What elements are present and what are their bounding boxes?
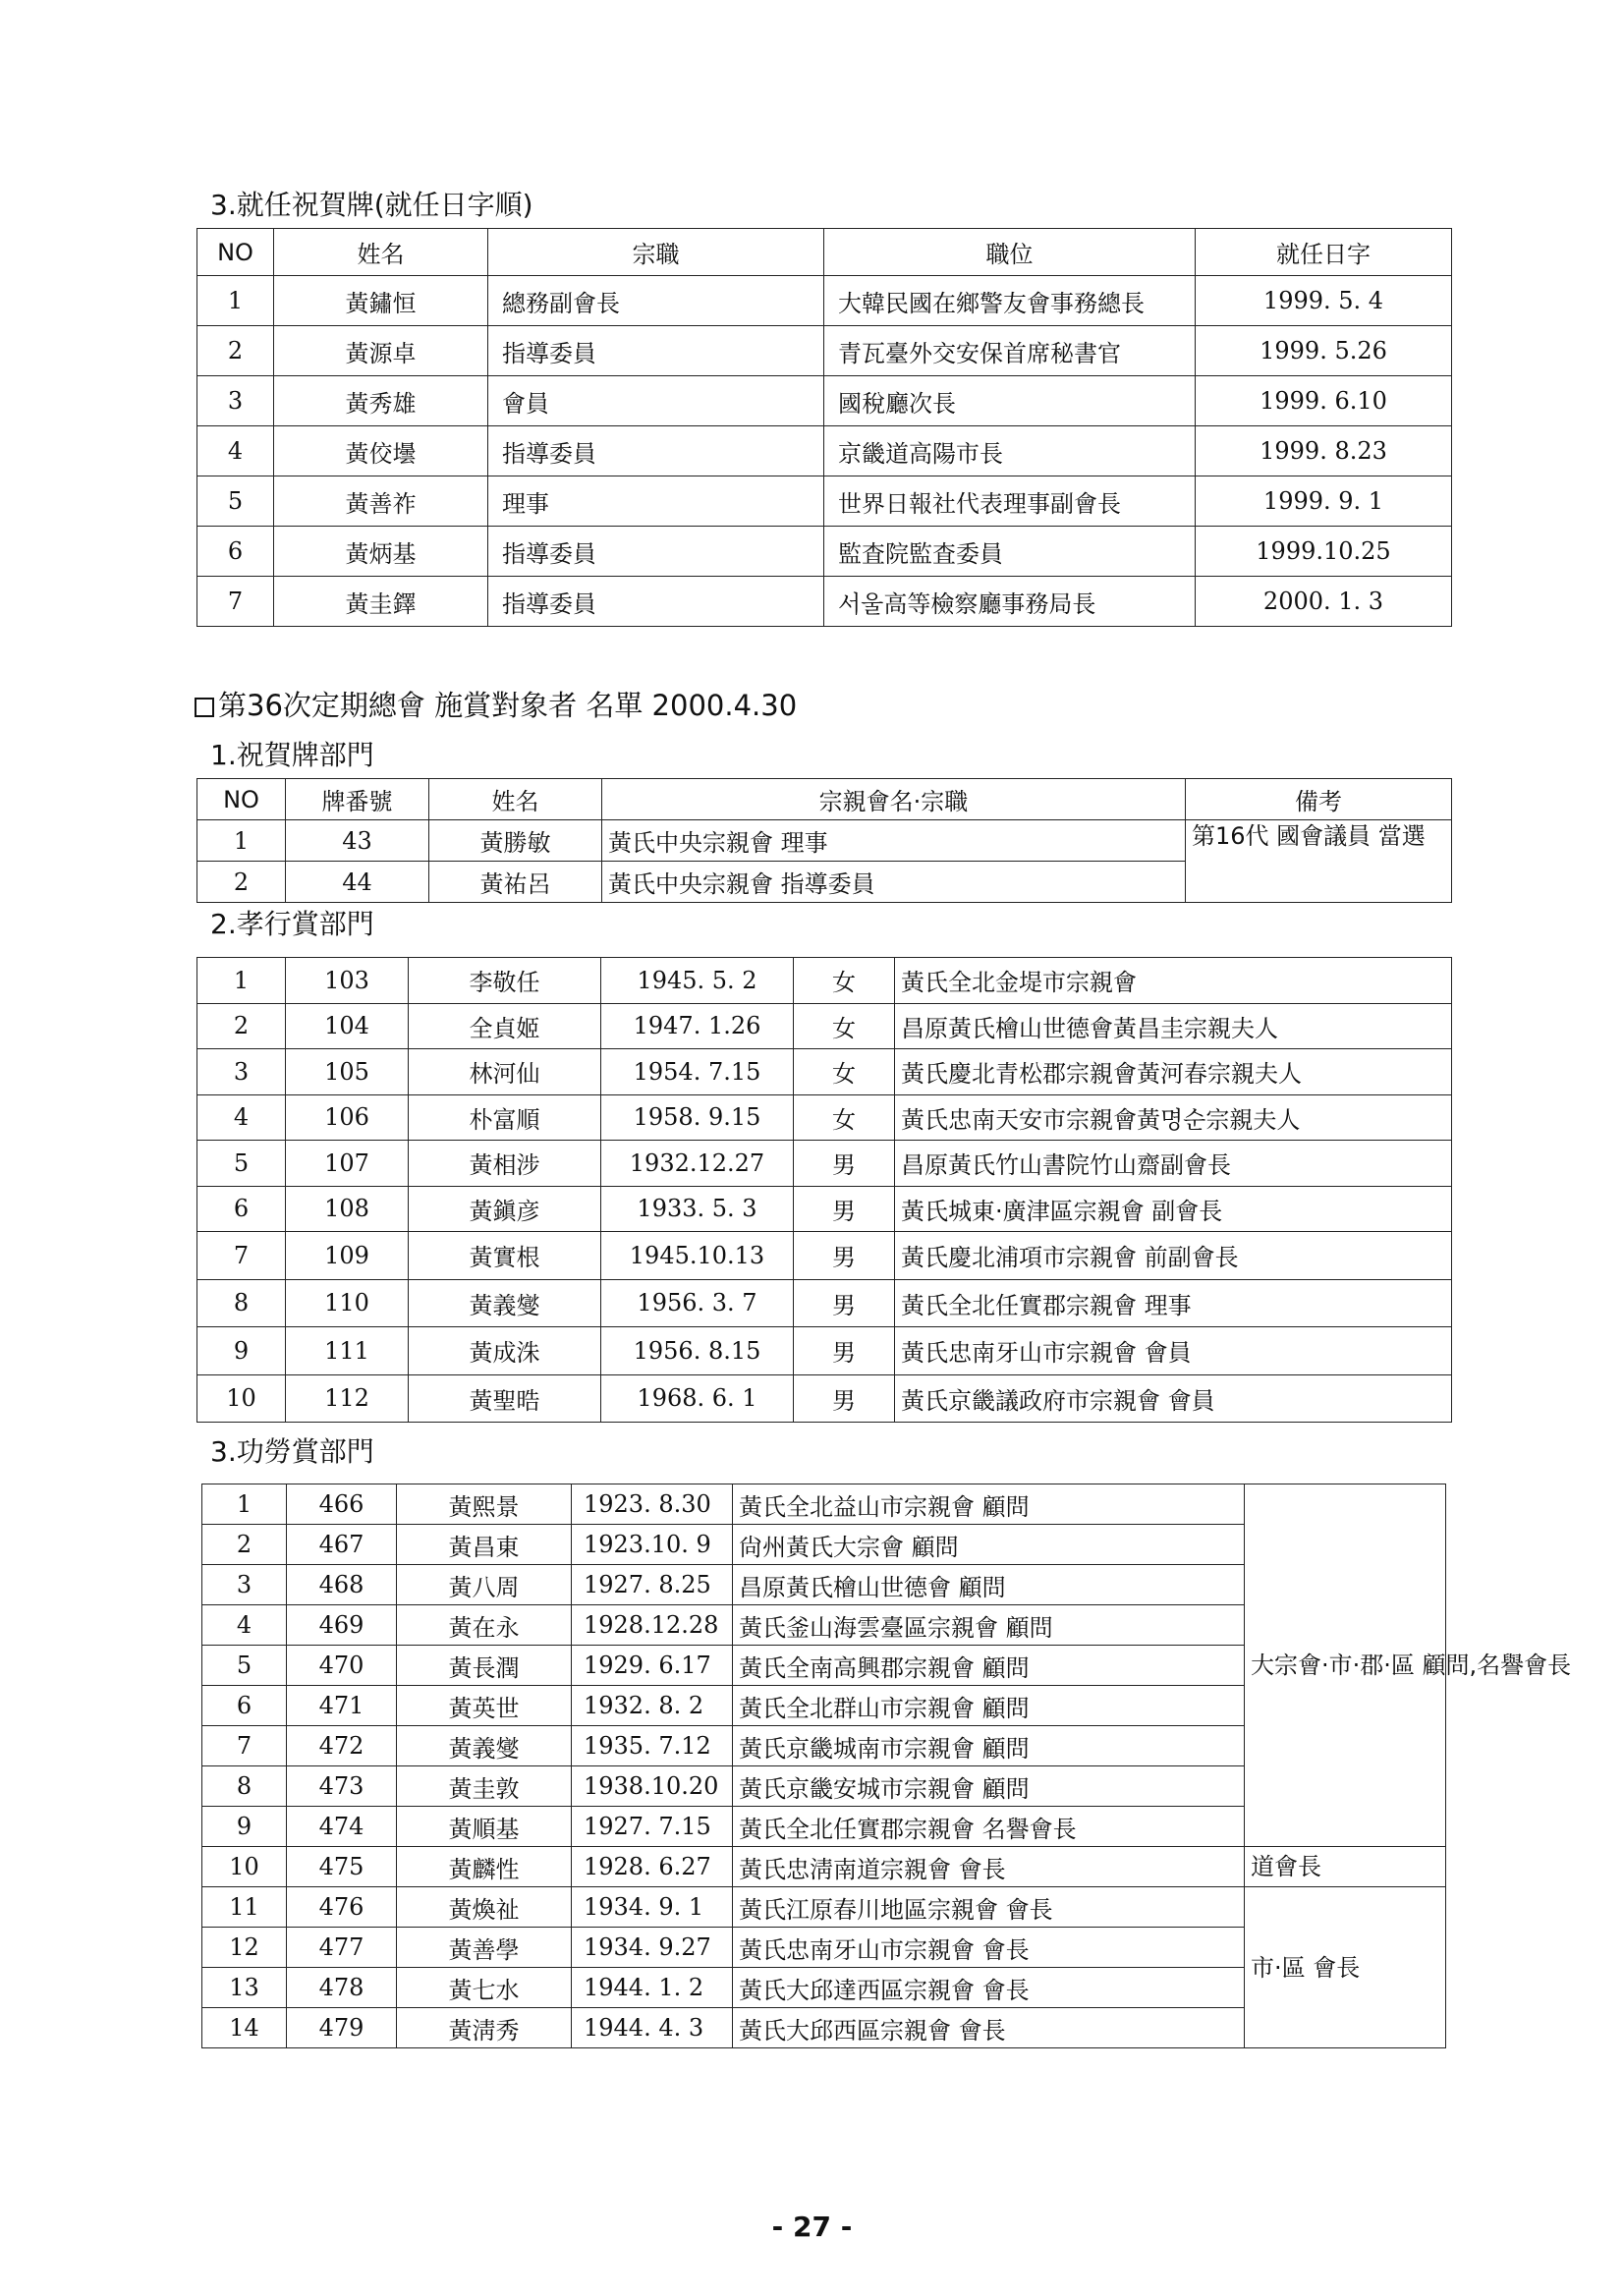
cell-no: 13 [202, 1968, 287, 2008]
cell-clan-role: 黃氏大邱達西區宗親會 會長 [733, 1968, 1245, 2008]
cell-name: 黃順基 [397, 1807, 572, 1847]
cell-birthdate: 1929. 6.17 [572, 1646, 733, 1686]
cell-no: 6 [197, 1186, 286, 1232]
cell-plaque-no: 474 [287, 1807, 397, 1847]
cell-plaque-no: 111 [286, 1327, 409, 1375]
section-title-merit: 3.功勞賞部門 [210, 1435, 374, 1468]
cell-clan-role: 指導委員 [488, 426, 824, 476]
cell-clan-role: 黃氏全南高興郡宗親會 顧問 [733, 1646, 1245, 1686]
cell-birthdate: 1945.10.13 [601, 1232, 794, 1280]
filial-piety-table [196, 957, 1452, 1423]
table-row [197, 276, 1452, 326]
cell-name: 黃實根 [409, 1232, 601, 1280]
cell-birthdate: 1928.12.28 [572, 1605, 733, 1646]
cell-gender: 男 [794, 1186, 895, 1232]
cell-name: 林河仙 [409, 1049, 601, 1095]
cell-date: 1999. 5.26 [1196, 326, 1452, 376]
table-row [202, 1887, 1446, 1928]
header-clan-role: 宗親會名·宗職 [602, 779, 1186, 820]
cell-name: 黃長潤 [397, 1646, 572, 1686]
cell-no: 5 [202, 1646, 287, 1686]
cell-name: 黃祐呂 [429, 862, 602, 903]
cell-clan: 黃氏忠南天安市宗親會黃명순宗親夫人 [895, 1094, 1452, 1141]
section-title-congratulation: 1.祝賀牌部門 [210, 739, 374, 771]
cell-no: 1 [197, 276, 274, 326]
page-number: - 27 - [771, 2211, 853, 2243]
cell-clan-role: 指導委員 [488, 527, 824, 577]
cell-name: 黃七水 [397, 1968, 572, 2008]
cell-name: 黃炳基 [274, 527, 488, 577]
table-row [197, 1049, 1452, 1095]
table-row [202, 1484, 1446, 1525]
header-position: 職位 [824, 229, 1196, 276]
cell-plaque-no: 471 [287, 1686, 397, 1726]
cell-clan-role: 會員 [488, 376, 824, 426]
cell-no: 12 [202, 1928, 287, 1968]
cell-position: 서울高等檢察廳事務局長 [824, 577, 1196, 627]
cell-birthdate: 1935. 7.12 [572, 1726, 733, 1766]
table-row [197, 577, 1452, 627]
congratulation-table [196, 778, 1452, 903]
cell-no: 1 [197, 958, 286, 1004]
cell-clan-role: 黃氏全北益山市宗親會 顧問 [733, 1484, 1245, 1525]
cell-plaque-no: 108 [286, 1186, 409, 1232]
cell-clan-role: 黃氏中央宗親會 指導委員 [602, 862, 1186, 903]
main-title-text: 第36次定期總會 施賞對象者 名單 2000.4.30 [218, 689, 798, 722]
cell-plaque-no: 109 [286, 1232, 409, 1280]
cell-clan-role: 黃氏釜山海雲臺區宗親會 顧問 [733, 1605, 1245, 1646]
cell-remark: 第16代 國會議員 當選 [1186, 820, 1452, 903]
cell-gender: 男 [794, 1374, 895, 1423]
cell-birthdate: 1954. 7.15 [601, 1049, 794, 1095]
inauguration-table [196, 228, 1452, 627]
cell-plaque-no: 44 [286, 862, 429, 903]
cell-date: 1999. 8.23 [1196, 426, 1452, 476]
table-row [197, 1003, 1452, 1049]
cell-plaque-no: 43 [286, 820, 429, 862]
cell-no: 7 [197, 577, 274, 627]
cell-no: 7 [197, 1232, 286, 1280]
cell-name: 黃圭敦 [397, 1766, 572, 1807]
cell-name: 黃相涉 [409, 1141, 601, 1187]
cell-no: 3 [202, 1565, 287, 1605]
cell-name: 黃熙景 [397, 1484, 572, 1525]
cell-name: 黃善祚 [274, 476, 488, 527]
cell-clan-role: 指導委員 [488, 326, 824, 376]
cell-gender: 男 [794, 1327, 895, 1375]
cell-no: 7 [202, 1726, 287, 1766]
header-name: 姓名 [274, 229, 488, 276]
cell-clan-role: 總務副會長 [488, 276, 824, 326]
cell-position: 世界日報社代表理事副會長 [824, 476, 1196, 527]
cell-name: 黃昌東 [397, 1525, 572, 1565]
cell-birthdate: 1923. 8.30 [572, 1484, 733, 1525]
cell-name: 黃圭鐸 [274, 577, 488, 627]
cell-no: 10 [197, 1374, 286, 1423]
cell-clan-role: 黃氏全北群山市宗親會 顧問 [733, 1686, 1245, 1726]
table-row [197, 1374, 1452, 1423]
cell-birthdate: 1923.10. 9 [572, 1525, 733, 1565]
cell-plaque-no: 106 [286, 1094, 409, 1141]
cell-name: 黃在永 [397, 1605, 572, 1646]
table-row [197, 1186, 1452, 1232]
cell-clan: 黃氏全北任實郡宗親會 理事 [895, 1279, 1452, 1327]
cell-name: 李敬任 [409, 958, 601, 1004]
cell-gender: 女 [794, 1094, 895, 1141]
cell-clan: 昌原黃氏竹山書院竹山齋副會長 [895, 1141, 1452, 1187]
cell-no: 6 [197, 527, 274, 577]
cell-plaque-no: 105 [286, 1049, 409, 1095]
cell-clan-role: 黃氏中央宗親會 理事 [602, 820, 1186, 862]
cell-plaque-no: 470 [287, 1646, 397, 1686]
cell-name: 黃源卓 [274, 326, 488, 376]
table-header-row [197, 229, 1452, 276]
cell-no: 3 [197, 1049, 286, 1095]
cell-remark: 市·區 會長 [1245, 1887, 1446, 2048]
cell-gender: 女 [794, 1049, 895, 1095]
cell-name: 黃聖晧 [409, 1374, 601, 1423]
table-row [197, 426, 1452, 476]
table-row [197, 1094, 1452, 1141]
cell-birthdate: 1945. 5. 2 [601, 958, 794, 1004]
cell-birthdate: 1933. 5. 3 [601, 1186, 794, 1232]
cell-plaque-no: 467 [287, 1525, 397, 1565]
section-title-filial: 2.孝行賞部門 [210, 908, 374, 940]
cell-plaque-no: 466 [287, 1484, 397, 1525]
table-row [197, 1279, 1452, 1327]
cell-name: 黃秀雄 [274, 376, 488, 426]
cell-gender: 男 [794, 1279, 895, 1327]
cell-gender: 女 [794, 1003, 895, 1049]
cell-no: 2 [202, 1525, 287, 1565]
cell-no: 11 [202, 1887, 287, 1928]
cell-no: 8 [202, 1766, 287, 1807]
cell-position: 京畿道高陽市長 [824, 426, 1196, 476]
cell-no: 4 [202, 1605, 287, 1646]
table-row [197, 476, 1452, 527]
cell-no: 8 [197, 1279, 286, 1327]
cell-clan-role: 黃氏京畿城南市宗親會 顧問 [733, 1726, 1245, 1766]
cell-plaque-no: 103 [286, 958, 409, 1004]
header-clan-role: 宗職 [488, 229, 824, 276]
cell-clan-role: 黃氏江原春川地區宗親會 會長 [733, 1887, 1245, 1928]
cell-birthdate: 1947. 1.26 [601, 1003, 794, 1049]
cell-no: 2 [197, 1003, 286, 1049]
cell-birthdate: 1958. 9.15 [601, 1094, 794, 1141]
cell-no: 1 [197, 820, 286, 862]
cell-plaque-no: 110 [286, 1279, 409, 1327]
cell-date: 1999. 6.10 [1196, 376, 1452, 426]
table-row [197, 1327, 1452, 1375]
header-remark: 備考 [1186, 779, 1452, 820]
checkbox-square-icon [195, 698, 214, 717]
cell-no: 5 [197, 476, 274, 527]
cell-plaque-no: 468 [287, 1565, 397, 1605]
table-row [197, 527, 1452, 577]
table-header-row [197, 779, 1452, 820]
cell-birthdate: 1934. 9.27 [572, 1928, 733, 1968]
cell-clan: 黃氏城東·廣津區宗親會 副會長 [895, 1186, 1452, 1232]
cell-name: 黃鎭彦 [409, 1186, 601, 1232]
header-no: NO [197, 779, 286, 820]
cell-name: 黃義燮 [397, 1726, 572, 1766]
merit-table [201, 1484, 1572, 2048]
cell-no: 4 [197, 1094, 286, 1141]
cell-no: 4 [197, 426, 274, 476]
cell-no: 5 [197, 1141, 286, 1187]
cell-birthdate: 1927. 7.15 [572, 1807, 733, 1847]
cell-name: 黃義燮 [409, 1279, 601, 1327]
cell-name: 朴富順 [409, 1094, 601, 1141]
cell-clan-role: 黃氏大邱西區宗親會 會長 [733, 2008, 1245, 2048]
cell-birthdate: 1934. 9. 1 [572, 1887, 733, 1928]
cell-date: 2000. 1. 3 [1196, 577, 1452, 627]
cell-clan-role: 黃氏忠南牙山市宗親會 會長 [733, 1928, 1245, 1968]
cell-birthdate: 1944. 1. 2 [572, 1968, 733, 2008]
table-row [197, 820, 1452, 862]
cell-name: 黃佼壜 [274, 426, 488, 476]
cell-plaque-no: 107 [286, 1141, 409, 1187]
cell-clan-role: 黃氏京畿安城市宗親會 顧問 [733, 1766, 1245, 1807]
cell-name: 全貞姬 [409, 1003, 601, 1049]
cell-plaque-no: 478 [287, 1968, 397, 2008]
table-row [197, 1232, 1452, 1280]
header-date: 就任日字 [1196, 229, 1452, 276]
cell-date: 1999. 9. 1 [1196, 476, 1452, 527]
cell-position: 大韓民國在鄉警友會事務總長 [824, 276, 1196, 326]
cell-no: 2 [197, 862, 286, 903]
header-plaque-no: 牌番號 [286, 779, 429, 820]
cell-no: 6 [202, 1686, 287, 1726]
table-row [197, 326, 1452, 376]
cell-clan-role: 尙州黃氏大宗會 顧問 [733, 1525, 1245, 1565]
cell-name: 黃麟性 [397, 1847, 572, 1887]
cell-birthdate: 1956. 8.15 [601, 1327, 794, 1375]
cell-name: 黃英世 [397, 1686, 572, 1726]
cell-clan-role: 昌原黃氏檜山世德會 顧問 [733, 1565, 1245, 1605]
cell-plaque-no: 473 [287, 1766, 397, 1807]
cell-birthdate: 1932.12.27 [601, 1141, 794, 1187]
cell-clan: 黃氏慶北浦項市宗親會 前副會長 [895, 1232, 1452, 1280]
cell-date: 1999. 5. 4 [1196, 276, 1452, 326]
cell-clan: 昌原黃氏檜山世德會黃昌圭宗親夫人 [895, 1003, 1452, 1049]
cell-no: 1 [202, 1484, 287, 1525]
cell-no: 10 [202, 1847, 287, 1887]
cell-no: 9 [202, 1807, 287, 1847]
cell-name: 黃煥祉 [397, 1887, 572, 1928]
table-row [197, 376, 1452, 426]
cell-clan: 黃氏京畿議政府市宗親會 會員 [895, 1374, 1452, 1423]
cell-position: 青瓦臺外交安保首席秘書官 [824, 326, 1196, 376]
cell-position: 監査院監査委員 [824, 527, 1196, 577]
main-title [195, 688, 797, 723]
cell-birthdate: 1932. 8. 2 [572, 1686, 733, 1726]
cell-no: 2 [197, 326, 274, 376]
cell-gender: 男 [794, 1141, 895, 1187]
cell-plaque-no: 112 [286, 1374, 409, 1423]
cell-birthdate: 1928. 6.27 [572, 1847, 733, 1887]
cell-birthdate: 1938.10.20 [572, 1766, 733, 1807]
cell-no: 3 [197, 376, 274, 426]
cell-name: 黃善學 [397, 1928, 572, 1968]
cell-clan-role: 黃氏忠淸南道宗親會 會長 [733, 1847, 1245, 1887]
cell-position: 國稅廳次長 [824, 376, 1196, 426]
table-row [197, 958, 1452, 1004]
cell-no: 14 [202, 2008, 287, 2048]
cell-plaque-no: 104 [286, 1003, 409, 1049]
cell-birthdate: 1927. 8.25 [572, 1565, 733, 1605]
header-name: 姓名 [429, 779, 602, 820]
cell-plaque-no: 476 [287, 1887, 397, 1928]
cell-no: 9 [197, 1327, 286, 1375]
cell-clan: 黃氏忠南牙山市宗親會 會員 [895, 1327, 1452, 1375]
cell-plaque-no: 472 [287, 1726, 397, 1766]
cell-name: 黃成洙 [409, 1327, 601, 1375]
cell-gender: 女 [794, 958, 895, 1004]
cell-plaque-no: 479 [287, 2008, 397, 2048]
cell-birthdate: 1944. 4. 3 [572, 2008, 733, 2048]
cell-birthdate: 1956. 3. 7 [601, 1279, 794, 1327]
cell-plaque-no: 477 [287, 1928, 397, 1968]
table-row [197, 1141, 1452, 1187]
cell-clan-role: 指導委員 [488, 577, 824, 627]
cell-birthdate: 1968. 6. 1 [601, 1374, 794, 1423]
cell-name: 黃八周 [397, 1565, 572, 1605]
cell-date: 1999.10.25 [1196, 527, 1452, 577]
header-no: NO [197, 229, 274, 276]
cell-clan: 黃氏慶北青松郡宗親會黃河春宗親夫人 [895, 1049, 1452, 1095]
table-row [202, 1847, 1446, 1887]
cell-name: 黃淸秀 [397, 2008, 572, 2048]
cell-plaque-no: 469 [287, 1605, 397, 1646]
cell-clan-role: 理事 [488, 476, 824, 527]
cell-clan-role: 黃氏全北任實郡宗親會 名譽會長 [733, 1807, 1245, 1847]
section-title-inauguration: 3.就任祝賀牌(就任日字順) [210, 189, 533, 221]
cell-name: 黃鏽恒 [274, 276, 488, 326]
cell-remark: 大宗會·市·郡·區 顧問,名譽會長 [1245, 1484, 1446, 1847]
cell-name: 黃勝敏 [429, 820, 602, 862]
cell-plaque-no: 475 [287, 1847, 397, 1887]
cell-clan: 黃氏全北金堤市宗親會 [895, 958, 1452, 1004]
cell-gender: 男 [794, 1232, 895, 1280]
cell-remark: 道會長 [1245, 1847, 1446, 1887]
